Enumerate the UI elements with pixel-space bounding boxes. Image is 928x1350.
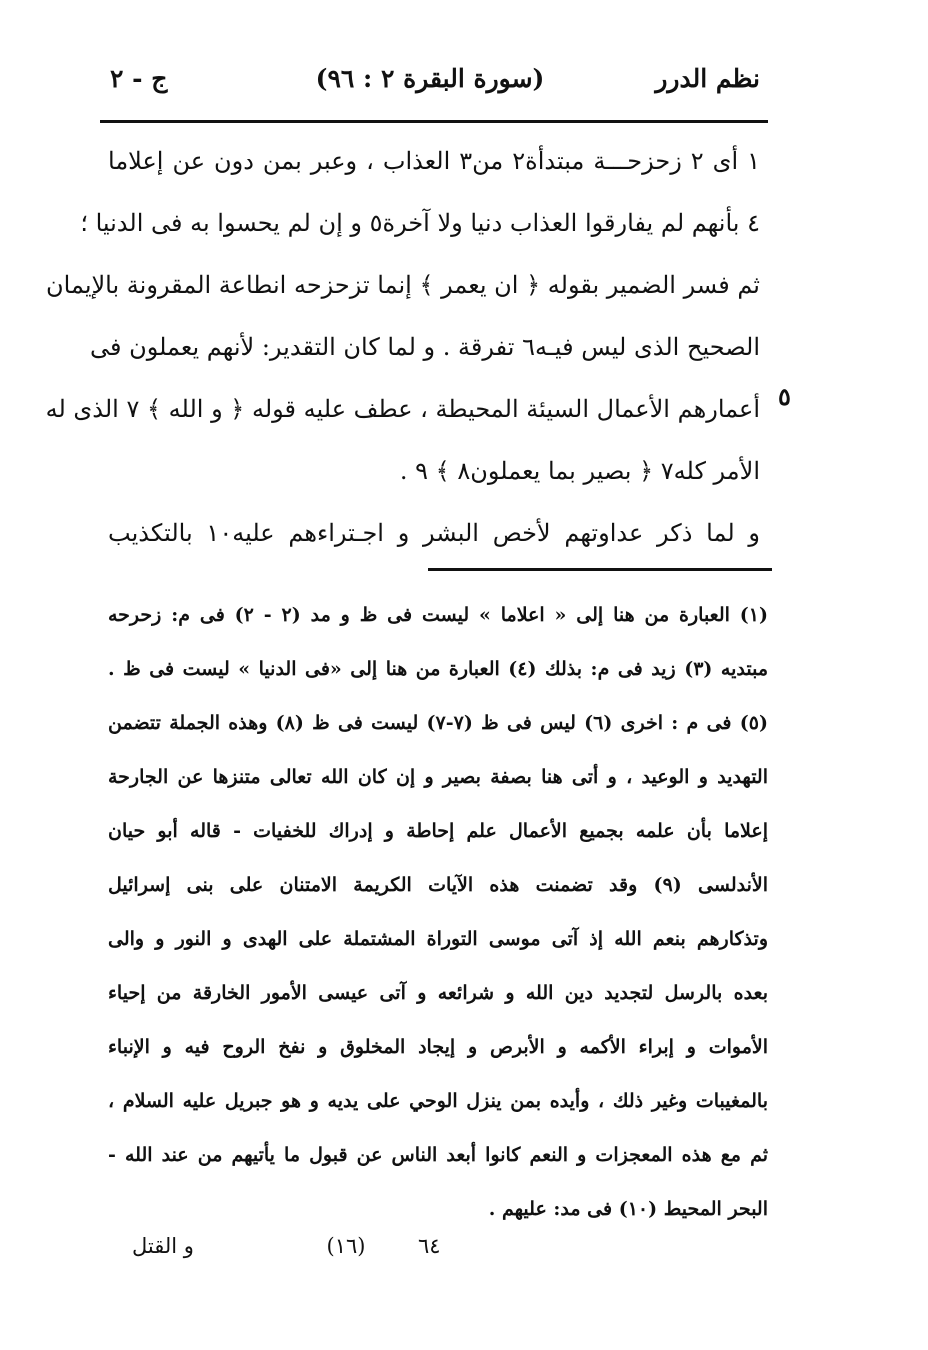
footnote-rule	[428, 568, 772, 571]
page-footer	[100, 1234, 760, 1274]
surah-reference: (سورة البقرة ٢ : ٩٦)	[315, 64, 545, 93]
footnote-line: التهديد و الوعيد ، و أتى هنا بصفة بصير و إن كان الله تعالى متنزها عن الجارحة	[108, 766, 768, 788]
signature-mark: (١٦)	[326, 1234, 366, 1258]
running-header	[100, 64, 760, 108]
main-text-line: الأمر كله٧ ﴿ بصير بما يعملون٨ ﴾ ٩ .	[399, 457, 760, 485]
main-text	[45, 130, 761, 564]
main-text-line: ٤ بأنهم لم يفارقوا العذاب دنيا ولا آخرة٥ و إن لم يحسوا به فى الدنيا ؛	[80, 209, 760, 237]
footnote-line: وتذكارهم بنعم الله إذ آتى موسى التوراة المشتملة على الهدى و النور و والى	[108, 928, 768, 950]
footnote-line: بالمغيبات وغير ذلك ، وأيده بمن ينزل الوحي على يديه و هو جبريل عليه السلام ،	[108, 1090, 768, 1112]
footnote-line: الأندلسى (٩) وقد تضمنت هذه الآيات الكريمة الامتنان على بنى إسرائيل	[108, 874, 768, 896]
footnote-line: ثم مع هذه المعجزات و النعم كانوا أبعد الناس عن قبول ما يأتيهم من عند الله -	[108, 1144, 768, 1166]
book-title: نظم الدرر	[655, 64, 760, 93]
main-text-line: الصحيح الذى ليس فيـه٦ تفرقة . و لما كان التقدير: لأنهم يعملون فى	[89, 333, 760, 361]
footnote-line: (١) العبارة من هنا إلى « اعلاما » ليست فى ظ و مد (٢ - ٢) فى م: زحرحه	[108, 604, 768, 626]
margin-line-number: ٥	[778, 382, 791, 411]
footnote-line: مبتديه (٣) زيد فى م: بذلك (٤) العبارة من هنا إلى «فى الدنيا » ليست فى ظ .	[108, 658, 769, 680]
page-number: ٦٤	[418, 1234, 441, 1258]
main-text-line: ثم فسر الضمير بقوله ﴿ ان يعمر ﴾ إنما تزحزحه انطاعة المقرونة بالإيمان	[46, 271, 760, 299]
footnotes	[108, 588, 768, 1236]
main-text-line: أعمارهم الأعمال السيئة المحيطة ، عطف عليه قوله ﴿ و الله ﴾ ٧ الذى له	[45, 395, 760, 423]
footnote-line: الأموات و إبراء الأكمه و الأبرص و إيجاد المخلوق و نفخ الروح فيه و الإنباء	[108, 1036, 768, 1058]
main-text-line: ١ أى ٢ زحزحـــة مبتدأة٢ من٣ العذاب ، وعبر بمن دون عن إعلاما	[108, 147, 761, 175]
footnote-line: إعلاما بأن علمه بجميع الأعمال علم إحاطة و إدراك للخفيات - قاله أبو حيان	[108, 820, 768, 842]
volume-number: ج - ٢	[110, 64, 168, 93]
header-rule	[100, 120, 768, 123]
footnote-line: (٥) فى م : اخرى (٦) ليس فى ظ (٧-٧) ليست فى ظ (٨) وهذه الجملة تتضمن	[108, 712, 768, 734]
footnote-line: البحر المحيط (١٠) فى مد: عليهم .	[488, 1198, 768, 1220]
catchword: و القتل	[132, 1234, 194, 1258]
main-text-line: و لما ذكر عداوتهم لأخص البشر و اجـتراءهم عليه١٠ بالتكذيب	[108, 519, 761, 547]
footnote-line: بعده بالرسل لتجديد دين الله و شرائعه و آتى عيسى الأمور الخارقة من إحياء	[108, 982, 768, 1004]
